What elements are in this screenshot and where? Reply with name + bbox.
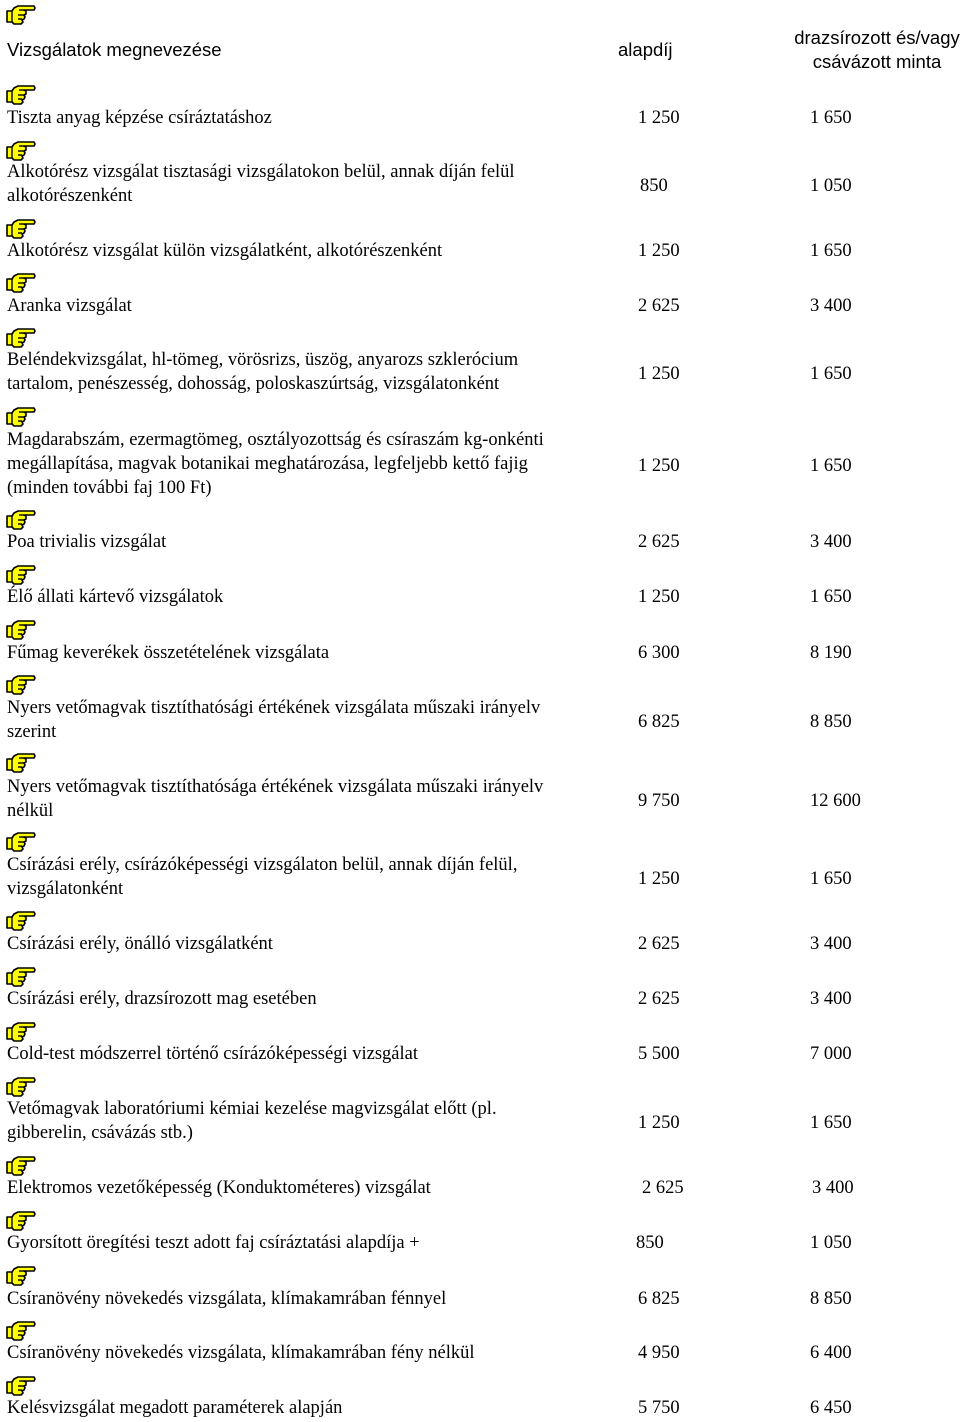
test-name-line: Nyers vetőmagvak tisztíthatósági értékének vizsgálata műszaki irányelv [7, 698, 541, 718]
test-name [7, 1097, 617, 1145]
coated-fee-value: 1 650 [810, 1113, 852, 1133]
base-fee-value: 1 250 [638, 108, 680, 128]
pointing-hand-icon [5, 617, 37, 641]
test-name-line: Poa trivialis vizsgálat [7, 532, 167, 552]
pointing-hand-icon [5, 325, 37, 349]
coated-fee-value: 3 400 [810, 296, 852, 316]
coated-fee-value: 6 450 [810, 1398, 852, 1418]
test-name-line: Fűmag keverékek összetételének vizsgálata [7, 643, 330, 663]
pointing-hand-icon [5, 404, 37, 428]
pointing-hand-icon [5, 1263, 37, 1287]
base-fee-value: 2 625 [638, 296, 680, 316]
pointing-hand-icon [5, 82, 37, 106]
header-coated-line-2: csávázott minta [812, 51, 942, 72]
coated-fee-value: 6 400 [810, 1343, 852, 1363]
test-name-line: Nyers vetőmagvak tisztíthatósága értékének vizsgálata műszaki irányelv [7, 777, 544, 797]
test-name [7, 641, 617, 665]
test-name [7, 932, 617, 956]
test-name-line: Vetőmagvak laboratóriumi kémiai kezelése magvizsgálat előtt (pl. [7, 1099, 497, 1119]
base-fee-value: 5 750 [638, 1398, 680, 1418]
test-name-line: (minden további faj 100 Ft) [7, 478, 212, 498]
test-name-line: Tiszta anyag képzése csíráztatáshoz [7, 108, 272, 128]
base-fee-value: 2 625 [638, 989, 680, 1009]
test-name [7, 987, 617, 1011]
test-name [7, 1396, 617, 1420]
test-name [7, 585, 617, 609]
pointing-hand-icon [5, 562, 37, 586]
base-fee-value: 6 825 [638, 712, 680, 732]
test-name [7, 530, 617, 554]
coated-fee-value: 12 600 [810, 791, 861, 811]
base-fee-value: 1 250 [638, 456, 680, 476]
pointing-hand-icon [5, 507, 37, 531]
test-name [7, 1231, 617, 1255]
pointing-hand-icon [5, 1019, 37, 1043]
base-fee-value: 1 250 [638, 1113, 680, 1133]
test-name-line: Élő állati kártevő vizsgálatok [7, 587, 224, 607]
pointing-hand-icon [5, 1208, 37, 1232]
base-fee-value: 2 625 [642, 1178, 684, 1198]
test-name [7, 853, 617, 901]
header-coated-sample-label [794, 26, 960, 74]
test-name-line: szerint [7, 722, 57, 742]
test-name-line: megállapítása, magvak botanikai meghatározása, legfeljebb kettő fajig [7, 454, 528, 474]
pointing-hand-icon [5, 750, 37, 774]
test-name [7, 160, 617, 208]
coated-fee-value: 1 650 [810, 241, 852, 261]
coated-fee-value: 3 400 [810, 532, 852, 552]
test-name-line: Kelésvizsgálat megadott paraméterek alapján [7, 1398, 343, 1418]
test-name-line: Csíranövény növekedés vizsgálata, klímakamrában fény nélkül [7, 1343, 475, 1363]
test-name-line: Csíranövény növekedés vizsgálata, klímakamrában fénnyel [7, 1289, 447, 1309]
base-fee-value: 850 [640, 176, 668, 196]
coated-fee-value: 3 400 [812, 1178, 854, 1198]
base-fee-value: 1 250 [638, 241, 680, 261]
pointing-hand-icon [5, 2, 37, 26]
pointing-hand-icon [5, 908, 37, 932]
pointing-hand-icon [5, 1318, 37, 1342]
pointing-hand-icon [5, 1373, 37, 1397]
test-name-line: Aranka vizsgálat [7, 296, 132, 316]
test-name-line: Cold-test módszerrel történő csírázóképességi vizsgálat [7, 1044, 418, 1064]
pointing-hand-icon [5, 138, 37, 162]
coated-fee-value: 8 850 [810, 712, 852, 732]
coated-fee-value: 1 050 [810, 176, 852, 196]
test-name [7, 1176, 617, 1200]
coated-fee-value: 1 650 [810, 364, 852, 384]
test-name [7, 348, 617, 396]
base-fee-value: 1 250 [638, 364, 680, 384]
test-name-line: Csírázási erély, önálló vizsgálatként [7, 934, 273, 954]
test-name [7, 1287, 617, 1311]
test-name-line: Gyorsított öregítési teszt adott faj csíráztatási alapdíja + [7, 1233, 420, 1253]
test-name [7, 106, 617, 130]
test-name-line: Alkotórész vizsgálat tisztasági vizsgálatokon belül, annak díján felül [7, 162, 515, 182]
test-name [7, 1042, 617, 1066]
coated-fee-value: 1 050 [810, 1233, 852, 1253]
coated-fee-value: 8 850 [810, 1289, 852, 1309]
coated-fee-value: 1 650 [810, 108, 852, 128]
pointing-hand-icon [5, 829, 37, 853]
coated-fee-value: 7 000 [810, 1044, 852, 1064]
test-name-line: nélkül [7, 801, 54, 821]
base-fee-value: 5 500 [638, 1044, 680, 1064]
test-name-line: vizsgálatonként [7, 879, 124, 899]
pointing-hand-icon [5, 216, 37, 240]
test-name [7, 239, 617, 263]
test-name [7, 294, 617, 318]
coated-fee-value: 3 400 [810, 934, 852, 954]
header-coated-line-1: drazsírozott és/vagy [794, 27, 960, 48]
test-name-line: gibberelin, csávázás stb.) [7, 1123, 193, 1143]
test-name [7, 696, 617, 744]
pointing-hand-icon [5, 270, 37, 294]
base-fee-value: 2 625 [638, 934, 680, 954]
test-name [7, 775, 617, 823]
base-fee-value: 1 250 [638, 869, 680, 889]
coated-fee-value: 8 190 [810, 643, 852, 663]
coated-fee-value: 1 650 [810, 456, 852, 476]
pointing-hand-icon [5, 672, 37, 696]
test-name-line: Alkotórész vizsgálat külön vizsgálatként, alkotórészenként [7, 241, 443, 261]
test-name [7, 428, 617, 500]
coated-fee-value: 3 400 [810, 989, 852, 1009]
test-name-line: alkotórészenként [7, 186, 133, 206]
base-fee-value: 9 750 [638, 791, 680, 811]
test-name-line: Beléndekvizsgálat, hl-tömeg, vörösrizs, üszög, anyarozs szklerócium [7, 350, 519, 370]
test-name-line: tartalom, penészesség, dohosság, poloskaszúrtság, vizsgálatonként [7, 374, 500, 394]
pointing-hand-icon [5, 1074, 37, 1098]
test-name-line: Elektromos vezetőképesség (Konduktométeres) vizsgálat [7, 1178, 431, 1198]
header-base-fee-label: alapdíj [618, 39, 673, 60]
pointing-hand-icon [5, 1153, 37, 1177]
test-name [7, 1341, 617, 1365]
coated-fee-value: 1 650 [810, 587, 852, 607]
test-name-line: Csírázási erély, csírázóképességi vizsgálaton belül, annak díján felül, [7, 855, 518, 875]
test-name-line: Magdarabszám, ezermagtömeg, osztályozottság és csíraszám kg-onkénti [7, 430, 544, 450]
base-fee-value: 4 950 [638, 1343, 680, 1363]
pointing-hand-icon [5, 964, 37, 988]
test-name-line: Csírázási erély, drazsírozott mag esetében [7, 989, 317, 1009]
base-fee-value: 1 250 [638, 587, 680, 607]
header-description-label: Vizsgálatok megnevezése [7, 39, 222, 60]
base-fee-value: 2 625 [638, 532, 680, 552]
base-fee-value: 6 825 [638, 1289, 680, 1309]
coated-fee-value: 1 650 [810, 869, 852, 889]
base-fee-value: 850 [636, 1233, 664, 1253]
base-fee-value: 6 300 [638, 643, 680, 663]
